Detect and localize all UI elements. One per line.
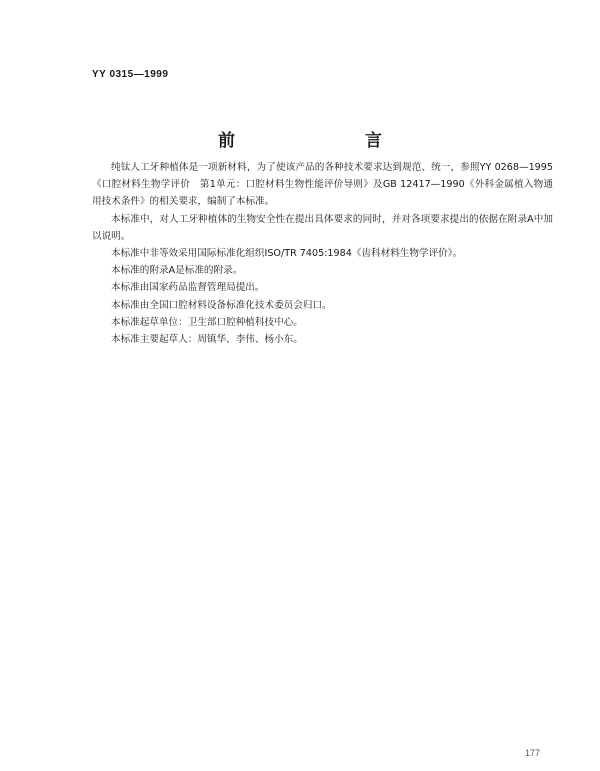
- page-title: 前 言: [218, 131, 414, 151]
- paragraph: 本标准起草单位：卫生部口腔种植科技中心。: [111, 316, 303, 328]
- paragraph: 本标准由国家药品监督管理局提出。: [111, 282, 265, 294]
- paragraph: 本标准中，对人工牙种植体的生物安全性在提出具体要求的同时，并对各项要求提出的依据在附录A中加以说明。: [92, 213, 553, 242]
- paragraph: 本标准由全国口腔材料设备标准化技术委员会归口。: [111, 299, 332, 311]
- paragraph: 纯钛人工牙种植体是一项新材料，为了使该产品的各种技术要求达到规范、统一，参照YY 0268—1995《口腔材料生物学评价 第1单元：口腔材料生物性能评价导则》及GB 12417—1990《外科金属植入物通用技术条件》的相关要求，编制了本标准。: [92, 162, 553, 208]
- paragraph: 本标准主要起草人：周镇华、李伟、杨小东。: [111, 334, 303, 346]
- foreword-body: [92, 159, 553, 348]
- paragraph: 本标准中非等效采用国际标准化组织ISO/TR 7405:1984《齿科材料生物学评价》。: [111, 248, 463, 260]
- page-number: 177: [524, 748, 540, 758]
- paragraph: 本标准的附录A是标准的附录。: [111, 265, 243, 277]
- standard-code: YY 0315—1999: [92, 69, 169, 80]
